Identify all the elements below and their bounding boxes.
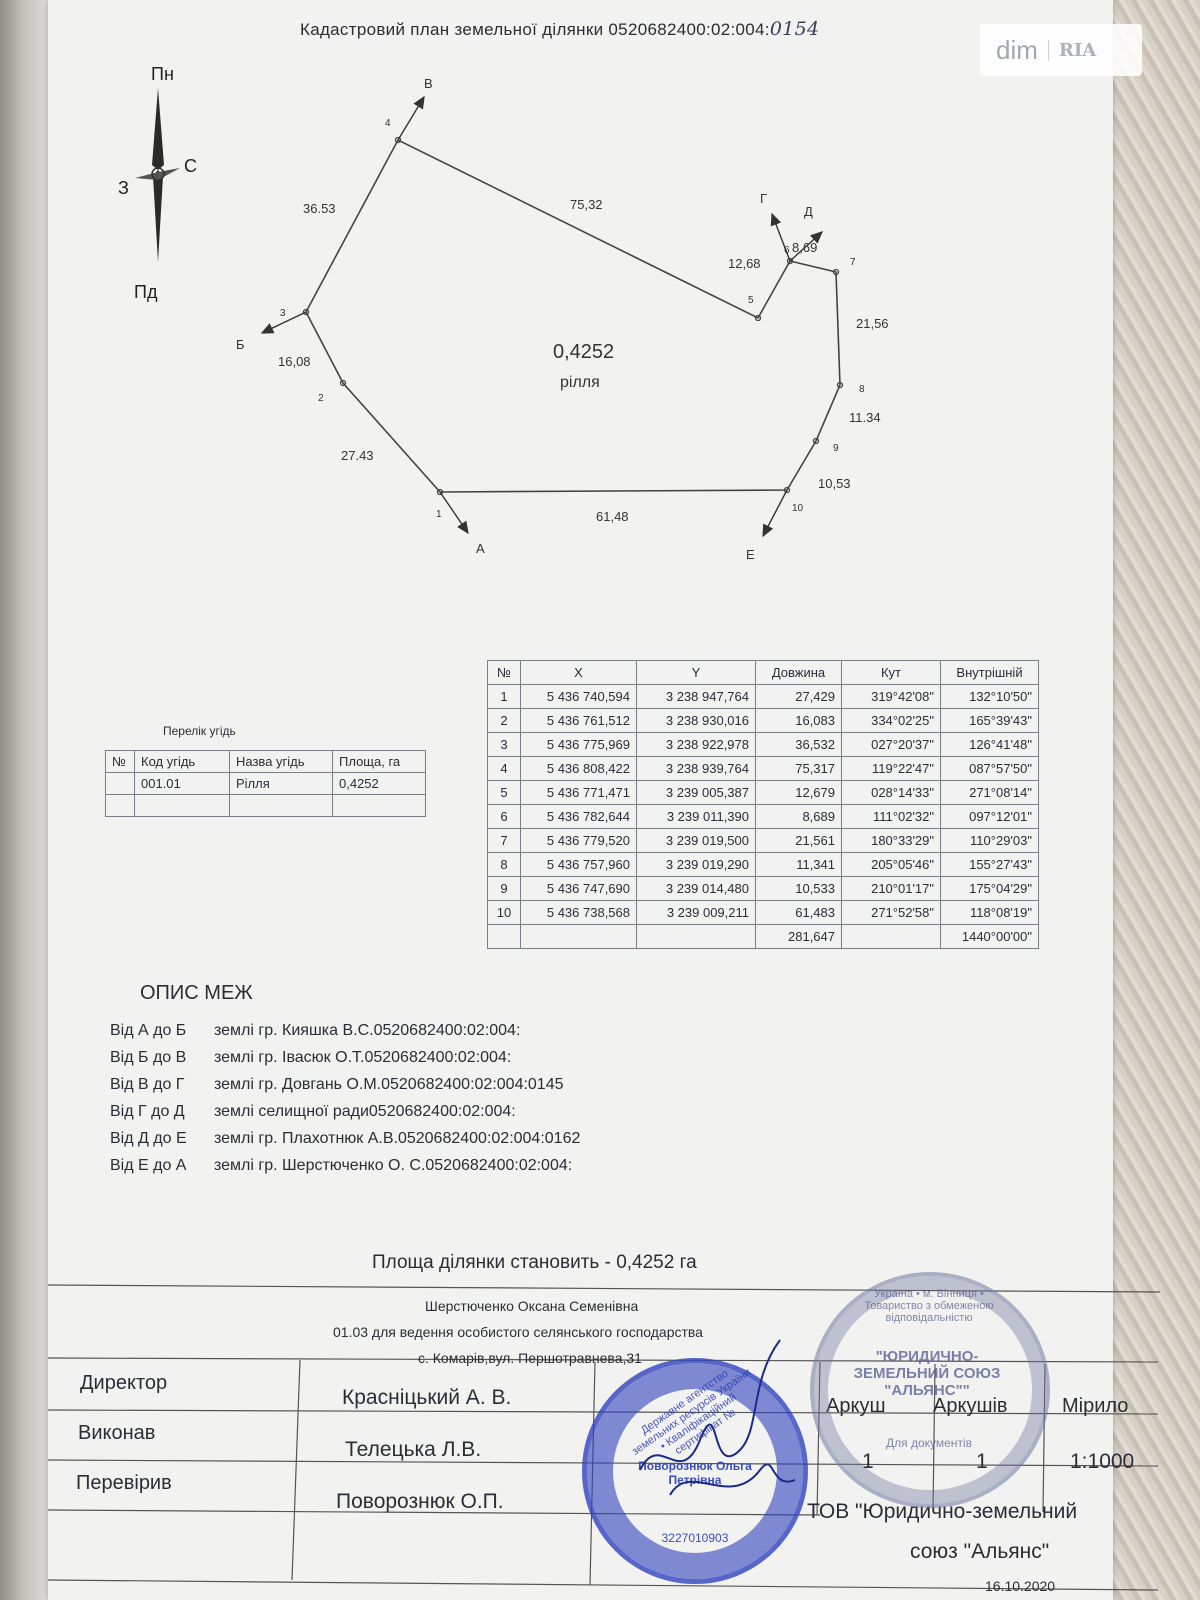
segment-length: 16,08 bbox=[278, 354, 311, 369]
table-cell: 5 436 775,969 bbox=[521, 733, 637, 757]
signature bbox=[600, 1320, 820, 1540]
vertex-number: 4 bbox=[385, 118, 391, 129]
table-cell: 5 436 757,960 bbox=[521, 853, 637, 877]
table-cell: 180°33'29" bbox=[842, 829, 941, 853]
table-cell: 10 bbox=[488, 901, 521, 925]
table-cell: 210°01'17" bbox=[842, 877, 941, 901]
segment-length: 8,69 bbox=[792, 240, 818, 255]
segment-length: 27.43 bbox=[341, 448, 374, 463]
seal-ring-text: Державне агентство земельних ресурсів України • Кваліфікаційний сертифікат № bbox=[629, 1366, 754, 1458]
table-cell: 9 bbox=[488, 877, 521, 901]
table-cell: 5 436 782,644 bbox=[521, 805, 637, 829]
vertex-number: 5 bbox=[748, 295, 754, 306]
org-name-line2: союз "Альянс" bbox=[910, 1540, 1050, 1563]
boundaries-title: ОПИС МЕЖ bbox=[140, 982, 253, 1004]
table-cell: 155°27'43" bbox=[941, 853, 1039, 877]
vertex-number: 3 bbox=[280, 308, 286, 319]
vertex-number: 6 bbox=[784, 245, 790, 256]
vertex-number: 2 bbox=[318, 393, 324, 404]
table-cell: 175°04'29" bbox=[941, 877, 1039, 901]
segment-length: 10,53 bbox=[818, 476, 851, 491]
table-cell: 319°42'08" bbox=[842, 685, 941, 709]
table-cell: 3 238 930,016 bbox=[637, 709, 756, 733]
seal-ring-text: Україна • м. Вінниця • Товариство з обмеженою відповідальністю bbox=[864, 1288, 994, 1324]
table-cell: 3 239 005,387 bbox=[637, 781, 756, 805]
scale-value: 1:1000 bbox=[1070, 1450, 1135, 1473]
boundary-item: Від Е до А землі гр. Шерстюченко О. С.0520682400:02:004: bbox=[110, 1157, 573, 1174]
table-cell: 132°10'50" bbox=[941, 685, 1039, 709]
table-cell: 110°29'03" bbox=[941, 829, 1039, 853]
table-cell: 12,679 bbox=[756, 781, 842, 805]
role-label: Перевірив bbox=[76, 1472, 172, 1494]
table-cell: 334°02'25" bbox=[842, 709, 941, 733]
parcel-land-use: рілля bbox=[560, 374, 600, 391]
boundary-item: Від А до Б землі гр. Кияшка В.С.0520682400:02:004: bbox=[110, 1022, 521, 1039]
segment-length: 75,32 bbox=[570, 197, 603, 212]
owner-address: с. Комарів,вул. Першотравнева,31 bbox=[418, 1350, 642, 1366]
scale-label: Мірило bbox=[1062, 1395, 1129, 1417]
title-text: Кадастровий план земельної ділянки 0520682400:02:004: bbox=[300, 20, 770, 39]
table-cell: 8,689 bbox=[756, 805, 842, 829]
vertex-number: 1 bbox=[436, 509, 442, 520]
boundary-item: Від Г до Д землі селищної ради0520682400:02:004: bbox=[110, 1103, 516, 1120]
watermark-brand: dim bbox=[996, 34, 1038, 65]
table-cell: 10,533 bbox=[756, 877, 842, 901]
table-cell: 3 238 922,978 bbox=[637, 733, 756, 757]
boundary-item: Від Д до Е землі гр. Плахотнюк А.В.0520682400:02:004:0162 bbox=[110, 1130, 581, 1147]
boundary-item: Від Б до В землі гр. Івасюк О.Т.0520682400:02:004: bbox=[110, 1049, 512, 1066]
segment-length: 36.53 bbox=[303, 201, 336, 216]
owner-purpose: 01.03 для ведення особистого селянського господарства bbox=[333, 1324, 703, 1340]
table-cell: 126°41'48" bbox=[941, 733, 1039, 757]
compass-east: С bbox=[184, 156, 197, 176]
column-header: Площа, га bbox=[333, 751, 426, 773]
seal-center-text: "ЮРИДИЧНО-ЗЕМЕЛЬНИЙ СОЮЗ "АЛЬЯНС"" bbox=[853, 1348, 1001, 1399]
seal-center-text: Поворознюк Ольга Петрівна bbox=[638, 1459, 752, 1487]
neighbour-letter: Е bbox=[746, 547, 755, 562]
total-length: 281,647 bbox=[756, 925, 842, 949]
table-cell: 5 436 738,568 bbox=[521, 901, 637, 925]
table-cell: 1 bbox=[488, 685, 521, 709]
table-cell: 5 436 808,422 bbox=[521, 757, 637, 781]
table-cell: 3 239 014,480 bbox=[637, 877, 756, 901]
document-date: 16.10.2020 bbox=[985, 1578, 1056, 1594]
table-cell: 027°20'37" bbox=[842, 733, 941, 757]
table-cell: 5 436 779,520 bbox=[521, 829, 637, 853]
org-name-line1: ТОВ "Юридично-земельний bbox=[807, 1500, 1078, 1523]
vertex-number: 9 bbox=[833, 443, 839, 454]
table-cell: 75,317 bbox=[756, 757, 842, 781]
table-cell: 3 239 009,211 bbox=[637, 901, 756, 925]
vertex-number: 8 bbox=[859, 384, 865, 395]
table-cell: 3 238 939,764 bbox=[637, 757, 756, 781]
table-cell: 118°08'19" bbox=[941, 901, 1039, 925]
table-cell: 111°02'32" bbox=[842, 805, 941, 829]
vertex-number: 10 bbox=[792, 503, 804, 514]
neighbour-letter: В bbox=[424, 76, 433, 91]
role-label: Виконав bbox=[78, 1422, 156, 1444]
table-cell: 271°08'14" bbox=[941, 781, 1039, 805]
lands-table-caption: Перелік угідь bbox=[163, 724, 236, 738]
table-cell: 165°39'43" bbox=[941, 709, 1039, 733]
role-name: Поворознюк О.П. bbox=[336, 1490, 504, 1513]
sheet-value: 1 bbox=[862, 1450, 874, 1473]
table-cell: 3 239 019,500 bbox=[637, 829, 756, 853]
role-name: Телецька Л.В. bbox=[345, 1438, 482, 1461]
handwritten-number: 0154 bbox=[769, 18, 820, 40]
table-cell: 3 239 019,290 bbox=[637, 853, 756, 877]
column-header: № bbox=[106, 751, 135, 773]
table-cell: 8 bbox=[488, 853, 521, 877]
watermark-suffix: RIA bbox=[1048, 40, 1096, 61]
table-cell: 097°12'01" bbox=[941, 805, 1039, 829]
column-header: Y bbox=[637, 661, 756, 685]
neighbour-letter: А bbox=[476, 541, 485, 556]
table-cell: 61,483 bbox=[756, 901, 842, 925]
table-cell: 271°52'58" bbox=[842, 901, 941, 925]
sheet-label: Аркуш bbox=[826, 1395, 886, 1417]
seal-bottom-text: Для документів bbox=[886, 1436, 972, 1450]
table-cell: 5 436 761,512 bbox=[521, 709, 637, 733]
table-cell: 119°22'47" bbox=[842, 757, 941, 781]
table-cell: 6 bbox=[488, 805, 521, 829]
column-header: X bbox=[521, 661, 637, 685]
table-cell: 27,429 bbox=[756, 685, 842, 709]
table-cell: 11,341 bbox=[756, 853, 842, 877]
seal-number: 3227010903 bbox=[661, 1531, 729, 1545]
role-label: Директор bbox=[80, 1372, 168, 1394]
total-area-statement: Площа ділянки становить - 0,4252 га bbox=[372, 1252, 697, 1273]
compass-south: Пд bbox=[134, 282, 158, 302]
sheets-value: 1 bbox=[976, 1450, 988, 1473]
table-cell: 001.01 bbox=[135, 773, 230, 795]
table-cell: 2 bbox=[488, 709, 521, 733]
sheets-label: Аркушів bbox=[933, 1395, 1008, 1417]
compass-north: Пн bbox=[151, 64, 174, 84]
segment-length: 61,48 bbox=[596, 509, 629, 524]
table-cell: 028°14'33" bbox=[842, 781, 941, 805]
table-cell: 205°05'46" bbox=[842, 853, 941, 877]
table-cell: 3 238 947,764 bbox=[637, 685, 756, 709]
table-cell: 5 436 771,471 bbox=[521, 781, 637, 805]
column-header: Кут bbox=[842, 661, 941, 685]
compass-west: З bbox=[118, 178, 129, 198]
table-cell: 4 bbox=[488, 757, 521, 781]
role-name: Красніцький А. В. bbox=[342, 1386, 512, 1409]
owner-name: Шерстюченко Оксана Семенівна bbox=[425, 1298, 639, 1314]
segment-length: 12,68 bbox=[728, 256, 761, 271]
table-cell: 3 bbox=[488, 733, 521, 757]
neighbour-letter: Д bbox=[804, 204, 813, 219]
table-cell: Рілля bbox=[230, 773, 333, 795]
table-cell: 5 436 747,690 bbox=[521, 877, 637, 901]
column-header: Код угідь bbox=[135, 751, 230, 773]
table-cell: 7 bbox=[488, 829, 521, 853]
vertex-number: 7 bbox=[850, 257, 856, 268]
column-header: Внутрішній bbox=[941, 661, 1039, 685]
neighbour-letter: Б bbox=[236, 337, 245, 352]
column-header: Довжина bbox=[756, 661, 842, 685]
table-cell: 5 bbox=[488, 781, 521, 805]
boundary-item: Від В до Г землі гр. Довгань О.М.0520682400:02:004:0145 bbox=[110, 1076, 564, 1093]
table-cell: 0,4252 bbox=[333, 773, 426, 795]
segment-length: 11.34 bbox=[849, 410, 881, 425]
table-cell: 3 239 011,390 bbox=[637, 805, 756, 829]
table-cell: 21,561 bbox=[756, 829, 842, 853]
table-cell: 087°57'50" bbox=[941, 757, 1039, 781]
column-header: № bbox=[488, 661, 521, 685]
neighbour-letter: Г bbox=[760, 191, 768, 206]
table-cell: 5 436 740,594 bbox=[521, 685, 637, 709]
table-cell: 36,532 bbox=[756, 733, 842, 757]
segment-length: 21,56 bbox=[856, 316, 889, 331]
company-seal bbox=[810, 1272, 1050, 1508]
total-angle: 1440°00'00" bbox=[941, 925, 1039, 949]
table-cell: 16,083 bbox=[756, 709, 842, 733]
parcel-area: 0,4252 bbox=[553, 341, 615, 363]
column-header: Назва угідь bbox=[230, 751, 333, 773]
